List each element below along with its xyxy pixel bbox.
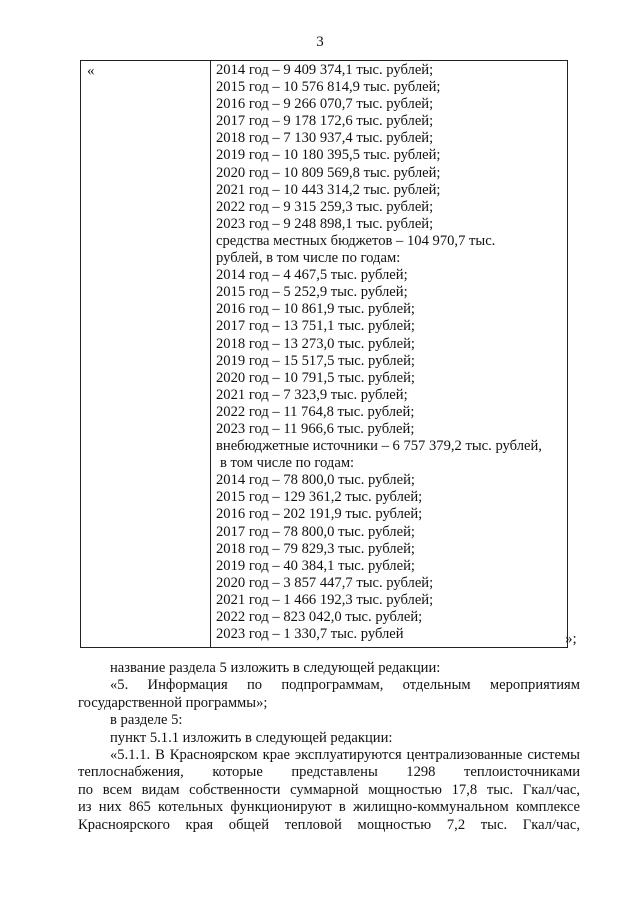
paragraph-section-5-title: название раздела 5 изложить в следующей редакции: bbox=[110, 660, 441, 676]
paragraph-5-1-1-line-3: по всем видам собственности суммарной мощностью 17,8 тыс. Гкал/час, bbox=[78, 781, 580, 798]
table-line: 2014 год – 4 467,5 тыс. рублей; bbox=[216, 267, 408, 284]
page-number: 3 bbox=[316, 34, 324, 50]
table-line: 2023 год – 9 248 898,1 тыс. рублей; bbox=[216, 215, 434, 232]
table-line: 2014 год – 9 409 374,1 тыс. рублей; bbox=[216, 62, 434, 78]
table-line: 2021 год – 7 323,9 тыс. рублей; bbox=[216, 386, 408, 403]
paragraph-in-section-5: в разделе 5: bbox=[110, 712, 183, 729]
table-line: в том числе по годам: bbox=[220, 455, 355, 472]
table-line: 2019 год – 15 517,5 тыс. рублей; bbox=[216, 352, 415, 369]
table-line: 2015 год – 5 252,9 тыс. рублей; bbox=[216, 284, 408, 301]
table-line: 2016 год – 10 861,9 тыс. рублей; bbox=[216, 301, 415, 318]
paragraph-5-1-1-line-5: Красноярского края общей тепловой мощностью 7,2 тыс. Гкал/час, bbox=[78, 816, 580, 833]
paragraph-5-1-1-line-4: из них 865 котельных функционируют в жилищно-коммунальном комплексе bbox=[78, 799, 580, 816]
table-line: 2016 год – 9 266 070,7 тыс. рублей; bbox=[216, 96, 434, 113]
table-line: 2020 год – 3 857 447,7 тыс. рублей; bbox=[216, 574, 434, 591]
table-line: 2019 год – 40 384,1 тыс. рублей; bbox=[216, 557, 415, 574]
table-line: 2023 год – 1 330,7 тыс. рублей bbox=[216, 626, 404, 643]
table-line: 2023 год – 11 966,6 тыс. рублей; bbox=[216, 420, 415, 437]
table-line: 2022 год – 9 315 259,3 тыс. рублей; bbox=[216, 198, 434, 215]
table-line: 2020 год – 10 809 569,8 тыс. рублей; bbox=[216, 164, 441, 181]
table-line: 2018 год – 79 829,3 тыс. рублей; bbox=[216, 540, 415, 557]
table-line: внебюджетные источники – 6 757 379,2 тыс. рублей, bbox=[216, 438, 542, 455]
table-line: 2022 год – 823 042,0 тыс. рублей; bbox=[216, 609, 423, 625]
paragraph-section-5-heading: «5. Информация по подпрограммам, отдельным мероприятиям bbox=[110, 677, 580, 694]
table-line: 2021 год – 10 443 314,2 тыс. рублей; bbox=[216, 181, 441, 198]
table-line: 2015 год – 129 361,2 тыс. рублей; bbox=[216, 489, 423, 506]
financing-table bbox=[80, 60, 568, 648]
table-line: рублей, в том числе по годам: bbox=[216, 250, 401, 267]
table-line: 2022 год – 11 764,8 тыс. рублей; bbox=[216, 403, 415, 420]
paragraph-point-5-1-1: пункт 5.1.1 изложить в следующей редакции: bbox=[110, 729, 393, 746]
table-line: 2019 год – 10 180 395,5 тыс. рублей; bbox=[216, 147, 441, 164]
left-cell-quote: « bbox=[87, 63, 95, 79]
table-line: 2014 год – 78 800,0 тыс. рублей; bbox=[216, 472, 415, 489]
table-line: 2021 год – 1 466 192,3 тыс. рублей; bbox=[216, 591, 434, 608]
body-text bbox=[78, 660, 580, 834]
paragraph-5-1-1-line-2: теплоснабжения, которые представлены 1298 теплоисточниками bbox=[78, 764, 580, 781]
table-line: 2017 год – 9 178 172,6 тыс. рублей; bbox=[216, 113, 434, 130]
paragraph-section-5-heading-cont: государственной программы»; bbox=[78, 694, 268, 711]
table-line: 2018 год – 13 273,0 тыс. рублей; bbox=[216, 335, 415, 352]
table-line: 2016 год – 202 191,9 тыс. рублей; bbox=[216, 506, 423, 523]
table-line: 2015 год – 10 576 814,9 тыс. рублей; bbox=[216, 79, 441, 96]
table-line: 2018 год – 7 130 937,4 тыс. рублей; bbox=[216, 130, 434, 147]
table-line: 2017 год – 78 800,0 тыс. рублей; bbox=[216, 523, 415, 540]
table-closing-quote: »; bbox=[565, 631, 577, 647]
table-line: 2017 год – 13 751,1 тыс. рублей; bbox=[216, 318, 415, 335]
table-line: 2020 год – 10 791,5 тыс. рублей; bbox=[216, 369, 415, 386]
table-line: средства местных бюджетов – 104 970,7 тыс. bbox=[216, 232, 496, 249]
financing-lines bbox=[216, 62, 566, 643]
table-column-divider bbox=[210, 61, 211, 647]
paragraph-5-1-1-line-1: «5.1.1. В Красноярском крае эксплуатируются централизованные системы bbox=[110, 747, 580, 764]
